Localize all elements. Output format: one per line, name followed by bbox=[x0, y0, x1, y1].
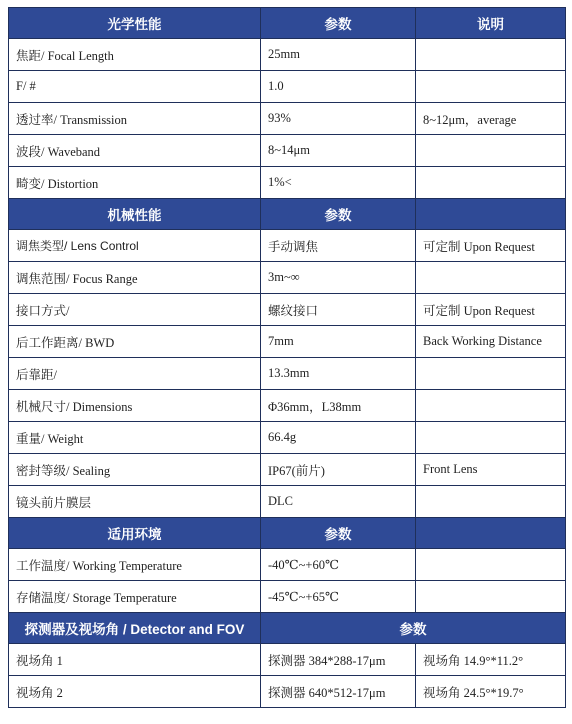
row-note bbox=[416, 422, 566, 454]
header-cell: 说明 bbox=[416, 8, 566, 39]
row-label: 后靠距/ bbox=[9, 358, 261, 390]
row-note: 8~12μm，average bbox=[416, 103, 566, 135]
header-cell: 参数 bbox=[261, 199, 416, 230]
row-value: -45℃~+65℃ bbox=[261, 581, 416, 613]
row-label: 视场角 1 bbox=[9, 644, 261, 676]
row-label: 调焦范围/ Focus Range bbox=[9, 262, 261, 294]
table-row bbox=[9, 167, 566, 199]
table-row bbox=[9, 103, 566, 135]
row-label: 透过率/ Transmission bbox=[9, 103, 261, 135]
row-label: 视场角 2 bbox=[9, 676, 261, 708]
table-row bbox=[9, 676, 566, 708]
row-note bbox=[416, 262, 566, 294]
section-header-optical bbox=[9, 8, 566, 39]
table-row bbox=[9, 326, 566, 358]
row-note: 视场角 24.5°*19.7° bbox=[416, 676, 566, 708]
row-label: 存储温度/ Storage Temperature bbox=[9, 581, 261, 613]
row-note: Back Working Distance bbox=[416, 326, 566, 358]
header-cell: 参数 bbox=[261, 8, 416, 39]
header-cell: 机械性能 bbox=[9, 199, 261, 230]
row-note bbox=[416, 486, 566, 518]
table-row bbox=[9, 71, 566, 103]
row-note: 视场角 14.9°*11.2° bbox=[416, 644, 566, 676]
row-value: 7mm bbox=[261, 326, 416, 358]
row-label: 重量/ Weight bbox=[9, 422, 261, 454]
row-label: 密封等级/ Sealing bbox=[9, 454, 261, 486]
section-header-environment bbox=[9, 518, 566, 549]
row-value: 探测器 640*512-17μm bbox=[261, 676, 416, 708]
row-note bbox=[416, 39, 566, 71]
table-row bbox=[9, 390, 566, 422]
header-cell bbox=[416, 518, 566, 549]
header-cell: 参数 bbox=[261, 613, 566, 644]
row-value: 探测器 384*288-17μm bbox=[261, 644, 416, 676]
header-cell bbox=[416, 199, 566, 230]
spec-table bbox=[8, 7, 566, 708]
row-value: 13.3mm bbox=[261, 358, 416, 390]
table-row bbox=[9, 135, 566, 167]
row-value: 8~14μm bbox=[261, 135, 416, 167]
row-value: 93% bbox=[261, 103, 416, 135]
table-row bbox=[9, 486, 566, 518]
row-value: Φ36mm，L38mm bbox=[261, 390, 416, 422]
row-note: 可定制 Upon Request bbox=[416, 294, 566, 326]
table-row bbox=[9, 294, 566, 326]
table-row bbox=[9, 454, 566, 486]
row-label: 畸变/ Distortion bbox=[9, 167, 261, 199]
row-value: 手动调焦 bbox=[261, 230, 416, 262]
row-value: IP67(前片) bbox=[261, 454, 416, 486]
header-cell: 参数 bbox=[261, 518, 416, 549]
row-value: 1%< bbox=[261, 167, 416, 199]
table-row bbox=[9, 581, 566, 613]
row-label: F/ # bbox=[9, 71, 261, 103]
table-row bbox=[9, 644, 566, 676]
table-row bbox=[9, 358, 566, 390]
row-note bbox=[416, 581, 566, 613]
row-note bbox=[416, 71, 566, 103]
row-value: 3m~∞ bbox=[261, 262, 416, 294]
row-label: 后工作距离/ BWD bbox=[9, 326, 261, 358]
row-value: -40℃~+60℃ bbox=[261, 549, 416, 581]
row-label: 镜头前片膜层 bbox=[9, 486, 261, 518]
row-label: 焦距/ Focal Length bbox=[9, 39, 261, 71]
row-value: 螺纹接口 bbox=[261, 294, 416, 326]
table-row bbox=[9, 39, 566, 71]
row-value: 66.4g bbox=[261, 422, 416, 454]
table-row bbox=[9, 230, 566, 262]
header-cell: 光学性能 bbox=[9, 8, 261, 39]
header-cell: 探测器及视场角 / Detector and FOV bbox=[9, 613, 261, 644]
section-header-mechanical bbox=[9, 199, 566, 230]
row-note bbox=[416, 167, 566, 199]
table-row bbox=[9, 549, 566, 581]
row-value: 1.0 bbox=[261, 71, 416, 103]
row-note bbox=[416, 358, 566, 390]
row-label: 机械尺寸/ Dimensions bbox=[9, 390, 261, 422]
table-row bbox=[9, 262, 566, 294]
row-value: 25mm bbox=[261, 39, 416, 71]
row-note bbox=[416, 135, 566, 167]
row-label: 工作温度/ Working Temperature bbox=[9, 549, 261, 581]
row-label: 波段/ Waveband bbox=[9, 135, 261, 167]
row-note: 可定制 Upon Request bbox=[416, 230, 566, 262]
row-note bbox=[416, 390, 566, 422]
row-label: 接口方式/ bbox=[9, 294, 261, 326]
section-header-fov bbox=[9, 613, 566, 644]
row-label: 调焦类型/ Lens Control bbox=[9, 230, 261, 262]
header-cell: 适用环境 bbox=[9, 518, 261, 549]
row-value: DLC bbox=[261, 486, 416, 518]
table-row bbox=[9, 422, 566, 454]
row-note bbox=[416, 549, 566, 581]
row-note: Front Lens bbox=[416, 454, 566, 486]
